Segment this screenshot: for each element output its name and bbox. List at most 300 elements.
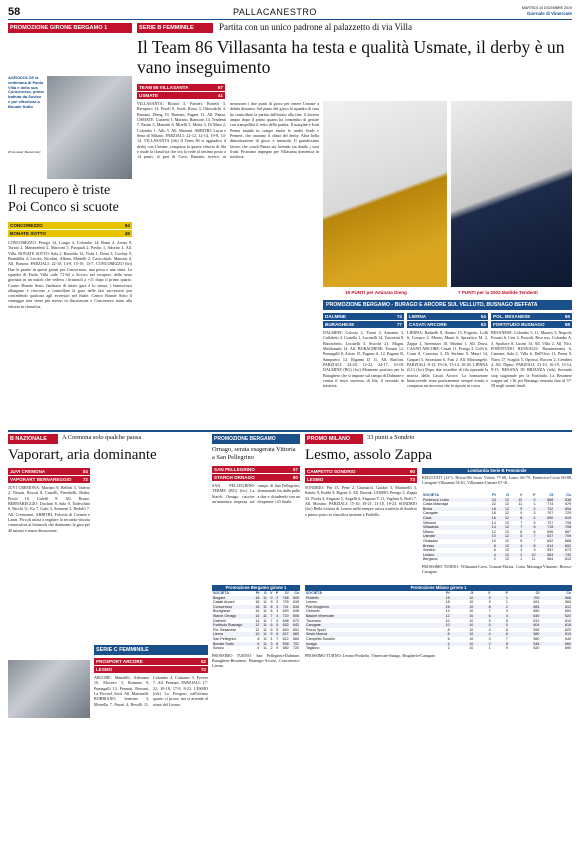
burago-col-3-body: BESANESE: Colombo 5, 11, Massey 5, Negroli, Fossati 6, Cesi 2, Pozzoli, Rive mo, Colombo A. 3, Spoltore 8, Lucini 14. All. Villa 2. All. Nici. FORTITUDO BUSNAGO: Bussaminnesi 6, Catenaz, Sala 2, Villa 6, Dell'Orto 11, Perna 9, Nava 17, Scaglia 5, Oprisso, Ruccea 2, Cemberi 4. All. Dipno. PARZIALI: 21-10, 16-19, 13-14, 9-15. BESANA IN BRIANZA (eds) Secondo stop stagionale per la Fortitudo. La Besanese scappa sul +16 poi Busnago rimonta fino al 57-58 negli istanti finali.: [491, 330, 572, 389]
column-header: Pt: [492, 493, 496, 497]
table-cell: Starch Ornago: [212, 614, 253, 619]
table-cell: Bresso: [422, 544, 483, 549]
table-cell: 12: [505, 529, 509, 534]
table-cell: 673: [565, 548, 571, 553]
table-cell: Concorezzo: [212, 605, 253, 610]
table-cell: 557: [547, 548, 554, 553]
table-cell: 4: [257, 646, 260, 651]
promo-milano-kicker: 33 punti a Sondrio: [367, 434, 415, 441]
table-cell: 10: [427, 623, 451, 628]
table-cell: 1: [488, 646, 491, 651]
masthead: [8, 5, 572, 20]
promo-milano-label: PROMO MILANO: [305, 434, 363, 444]
table-cell: Giussano: [423, 538, 439, 543]
table-cell: 10: [469, 600, 474, 605]
column-header: V: [270, 591, 273, 595]
score-row: STARCH ORNAGO 80: [214, 475, 298, 480]
burago-col-1-body: DALMINE: Colosio 2, Tironi 3, Armanin 3, Caffoletti 4, Cortella 1, Locatelli 14, Vaccarini 8, Barzachetti, Locatelli 3, Stucchi 21, Magni, Maldonado 14. All. BURAGHESE: Tomasi 12, Pumagalli 8, Aristo 15, Pagano A. 12, Pagano B, Sampietro 12, Riganni D 11. All. Ruffoni. PARZIALI: 24-20, 12-22, 24-17, 16-18. DALMINE (BG) (fsc) Momento positivo per la Buraghese che si impone sul campo di Dalmine e centra il terzo successo di fila, il secondo in trasferta.: [323, 330, 404, 389]
table-cell: 11: [260, 632, 267, 637]
table-cell: 640: [565, 636, 571, 641]
table-cell: 11: [263, 646, 267, 651]
table-cell: 620: [565, 627, 571, 632]
promo-milano-headline: Lesmo, assolo Zappa: [305, 447, 433, 463]
table-cell: 10: [451, 623, 475, 628]
column-header: Cf: [284, 591, 289, 595]
table-cell: 7: [533, 538, 536, 543]
table-cell: 10: [253, 632, 261, 637]
table-cell: 609: [290, 596, 300, 601]
table-cell: 9: [276, 646, 279, 651]
table-cell: 590: [533, 627, 540, 632]
promo-banner: PROMOZIONE GIRONE BERGAMO 1: [8, 23, 132, 33]
table-cell: Pol. Besanese: [213, 627, 237, 632]
table-cell: 5: [510, 534, 523, 539]
table-cell: 9: [474, 596, 491, 601]
table-cell: 14: [255, 618, 260, 623]
burago-col-2: [407, 313, 488, 433]
table-cell: Brixia: [422, 507, 483, 512]
column-header: P: [505, 591, 508, 595]
table-cell: 16: [483, 516, 496, 521]
table-cell: Basket Vimercate: [305, 614, 427, 619]
table-cell: 643: [290, 623, 300, 628]
table-cell: 10: [469, 609, 474, 614]
standings-milano-table: [305, 591, 572, 651]
table-cell: 646: [293, 609, 299, 614]
standings-bergamo-title: Promozione Bergamo girone 1: [212, 585, 300, 591]
table-cell: 774: [547, 502, 554, 507]
section-title: PALLACANESTRO: [233, 7, 317, 17]
table-cell: 5: [268, 632, 274, 637]
table-cell: 580: [282, 646, 289, 651]
table-cell: 16: [255, 609, 260, 614]
table-cell: 8: [274, 642, 280, 647]
promo-milano-scoreboard: [305, 468, 417, 483]
table-cell: 7: [488, 609, 491, 614]
table-cell: 7: [270, 618, 273, 623]
column-header: Pt: [446, 591, 450, 595]
table-cell: 12: [253, 623, 261, 628]
table-cell: 640: [282, 627, 289, 632]
table-cell: 598: [279, 642, 289, 647]
table-cell: 12: [491, 529, 496, 534]
table-cell: 655: [290, 614, 300, 619]
table-cell: 7: [523, 534, 536, 539]
center-low-banner: PROMOZIONE BERGAMO: [212, 434, 300, 444]
table-cell: Bonate Sotto: [212, 642, 253, 647]
table-cell: 707: [547, 511, 554, 516]
standings-bergamo-next: PROSSIMO TURNO: San Pellegrino-Dalmine, Buraghese-Besanese, Busnago-Arcore, Concorezzo-Lierna.: [212, 652, 300, 669]
table-cell: 16: [253, 605, 261, 610]
table-cell: 654: [554, 507, 572, 512]
column-header: G: [506, 493, 509, 497]
table-cell: Villasanta: [422, 525, 483, 530]
table-cell: 690: [537, 516, 555, 521]
table-cell: 12: [427, 614, 451, 619]
table-cell: 9: [533, 548, 536, 553]
table-cell: 727: [547, 520, 554, 525]
table-cell: 8: [483, 544, 496, 549]
table-cell: Tagliuno: [306, 646, 320, 651]
table-cell: 618: [540, 623, 572, 628]
main-headline: Il Team 86 Villasanta ha testa e qualità Usmate, il derby è un vano inseguimento: [137, 37, 565, 77]
column-header: Cf: [549, 493, 554, 497]
table-cell: 4: [270, 636, 273, 641]
left-headline: Il recupero è triste Poi Conco si scuote: [8, 183, 119, 215]
left-scoreboard: [8, 222, 132, 237]
table-cell: 11: [263, 600, 267, 605]
table-cell: 12: [497, 534, 510, 539]
standings-bergamo-table: [212, 591, 300, 651]
table-cell: 566: [540, 596, 572, 601]
table-cell: 7: [520, 520, 523, 525]
table-cell: 18: [483, 507, 496, 512]
table-cell: 2: [447, 646, 450, 651]
table-cell: 2: [270, 646, 273, 651]
table-cell: 4: [274, 614, 280, 619]
table-cell: 9: [488, 600, 491, 605]
table-cell: 14: [445, 609, 450, 614]
table-cell: 696: [547, 529, 554, 534]
column-header: V: [519, 493, 523, 497]
table-cell: 12: [510, 498, 523, 503]
table-cell: 10: [523, 553, 536, 558]
table-cell: Campetto Sondrio: [306, 636, 335, 641]
player-photo-tendenti: [451, 101, 572, 287]
table-cell: 10: [483, 534, 496, 539]
serie-b-body: JUVI CREMONA: Mariani 9, Bellini 3, Valerio 2, Nissan, Boccai 8, Castelli, Pierobelli, Barba, Pesch 10, Gafelli 8. All. Bruno. BERNAREGGIO: Duchini 8, Sala 9, Todeschini 6, Bicchi 11, Ka 7, Gatti 3, Ammoni 3, Redolfi 7. All. Cremonesi. ARBITRI: Falcetto di Civanio e Lanzi. Piccoli inizia a regalare la seconda vittoria consecutiva ai brianzoli che dominano la gara per 40 minuti e senza discussione.: [8, 485, 90, 533]
column-header: Cs: [294, 591, 299, 595]
table-cell: 4: [510, 544, 523, 549]
table-cell: 10: [451, 614, 475, 619]
table-cell: 2: [474, 642, 491, 647]
player-photo-dieng: [323, 101, 447, 287]
table-cell: Sovico: [213, 646, 224, 651]
score-row: LESMO 73: [307, 477, 415, 482]
table-cell: 5: [492, 623, 509, 628]
table-cell: 6: [493, 548, 496, 553]
score-row: CONCOREZZO 64: [10, 223, 130, 228]
table-cell: 12: [497, 544, 510, 549]
table-cell: 10: [469, 627, 474, 632]
table-cell: 684: [509, 605, 541, 610]
table-cell: Costa Masnaga: [423, 502, 449, 507]
table-cell: 10: [469, 636, 474, 641]
table-cell: 612: [540, 605, 572, 610]
score-row: FORTITUDO BUSNAGO 58: [493, 322, 570, 327]
issue-date: MARTEDÌ 10 DICEMBRE 2019: [521, 6, 572, 10]
serie-b-kicker: A Cremona solo qualche pausa: [62, 434, 142, 441]
table-cell: 5: [274, 623, 280, 628]
left-photo-credit: (Foto Alzar Buzzemimi): [8, 150, 41, 154]
table-cell: Lesmo: [306, 600, 317, 605]
center-low-headline: Ornago, serata esagerata Vittoria a San Pellegrino: [212, 446, 296, 461]
table-cell: 619: [554, 516, 572, 521]
center-scoreboard: [137, 84, 225, 99]
table-cell: 4: [492, 614, 509, 619]
table-cell: 8: [268, 605, 274, 610]
table-cell: Pontevico Lomo: [422, 498, 483, 503]
standings-bf: [422, 468, 572, 578]
table-cell: 11: [263, 609, 267, 614]
promo-milano-body: SONDRIO: Pin 15, Pene 2, Giumarol, Guidas 3, Martinelli 3, Rantic 9, Robbi 9, Rigoni 0. All. Borsak. LESMO: Perego 5, Zappa 33, Pirola 3, Sirguasi 5, Angelli 6, Sirguasi T 11, Vaghini 6, Boffi 7. All. Moratto. PARZIALI: 15-10, 18-21, 11-18, 19-23. SONDRIO (fsc) Bella vittoria di Lesmo nella sempre ostica trasferta di Sondrio e primo posto in classifica insieme a Pioltello.: [305, 485, 417, 517]
table-cell: 12: [497, 516, 510, 521]
table-cell: 600: [565, 609, 571, 614]
standings-bf-next: PROSSIMO TURNO: Villasanta-Cava, Usmate-Brixia, Costa Masnaga-Vittuone, Bresso-Carugate.: [422, 563, 572, 575]
table-cell: 564: [547, 557, 554, 562]
table-cell: Bolgare: [212, 596, 253, 601]
table-cell: 18: [445, 600, 450, 605]
table-cell: Sesto Monza: [305, 632, 427, 637]
table-cell: 10: [451, 605, 475, 610]
table-cell: Buraghese: [213, 609, 231, 614]
score-row: SAN PELLEGRINO 57: [214, 467, 298, 472]
page-number: 58: [8, 6, 21, 18]
table-cell: 18: [253, 596, 261, 601]
table-cell: 604: [509, 623, 541, 628]
table-cell: 5: [505, 618, 508, 623]
section-divider: [8, 430, 572, 432]
standings-bergamo: [212, 585, 300, 683]
table-cell: 11: [263, 618, 267, 623]
table-cell: Cinisello: [306, 609, 320, 614]
score-row: LESMO 72: [96, 667, 206, 672]
score-row: BURAGHESE 77: [325, 322, 402, 327]
table-cell: 18: [427, 596, 451, 601]
table-cell: 660: [290, 632, 300, 637]
table-cell: 12: [255, 627, 260, 632]
table-cell: 8: [523, 544, 536, 549]
table-cell: 668: [565, 538, 571, 543]
table-cell: 12: [497, 525, 510, 530]
table-cell: San Pellegrino: [213, 636, 237, 641]
table-cell: 7: [276, 636, 279, 641]
score-row: CAMPETTO SONDRIO 60: [307, 469, 415, 474]
burago-col-2-body: LIERNA: Radaelli 8, Amato 13, Frigerio, Lolli 6, Corsaro 2, Meraz, Mauri 6, Spreafico M. 2, Zappa 2, Invernizzi 10, Martini 1. All. Dossi. CASATI ARCORE: Casati 11, Perego 2, Colli 6, Comi 8, Caravina 3, Di Stefano 9, Mauri 14, Gaspari 5, Savastano 6, Fusi 2. All. Mistrangelo. PARZIALI: 8-13, 19-16, 15-14, 10-20. LIERNA (LC) (fsc) Dopo due sconfitte di fila riprende la marcia della Casati Arcore. La formazione biancoverde tenta praticamente sempre avanti e conquista un successo che la riporta in corsa.: [407, 330, 488, 389]
table-cell: 3: [505, 609, 508, 614]
table-cell: 691: [533, 600, 540, 605]
table-cell: Trezzano: [306, 618, 321, 623]
table-cell: 615: [540, 632, 572, 637]
promo-milano-header: [305, 434, 572, 444]
table-cell: 8: [492, 642, 509, 647]
table-cell: 4: [276, 618, 279, 623]
table-cell: 2: [492, 605, 509, 610]
column-header: SOCIETÀ: [423, 493, 439, 497]
column-header: V: [488, 591, 491, 595]
serie-b-body-2: [8, 722, 90, 834]
table-cell: 4: [483, 553, 496, 558]
table-cell: 6: [274, 632, 280, 637]
coach-photo: [47, 76, 132, 179]
table-cell: 4: [427, 642, 451, 647]
table-cell: 3: [274, 605, 280, 610]
photo-caption-dieng: 19 PUNTI per Aminata Dieng: [345, 290, 407, 295]
table-row: [305, 646, 572, 651]
table-cell: 9: [268, 596, 274, 601]
table-cell: Pob Brugherio: [305, 605, 427, 610]
table-cell: 10: [451, 596, 475, 601]
table-header-row: [212, 591, 300, 596]
table-cell: Vittuone: [423, 520, 437, 525]
table-cell: 3: [488, 636, 491, 641]
table-cell: Casati Arcore: [213, 600, 235, 605]
table-cell: 711: [279, 605, 289, 610]
score-row: USMATE 41: [139, 93, 223, 98]
table-cell: 708: [565, 520, 571, 525]
serie-c-scoreboard: [94, 658, 208, 673]
table-cell: 24: [483, 498, 496, 503]
table-cell: 563: [537, 553, 555, 558]
serie-b-header: [8, 434, 208, 444]
table-cell: 4: [474, 632, 491, 637]
table-cell: 2: [510, 553, 523, 558]
table-cell: 10: [469, 646, 474, 651]
column-header: Cf: [535, 591, 540, 595]
table-cell: 14: [253, 614, 261, 619]
standings-milano: [305, 585, 572, 673]
table-cell: 6: [492, 632, 509, 637]
table-cell: Lierna: [212, 632, 253, 637]
table-cell: 709: [554, 534, 572, 539]
table-cell: 9: [520, 511, 523, 516]
table-row: [422, 557, 572, 562]
table-cell: 5: [276, 627, 279, 632]
table-cell: 11: [263, 636, 267, 641]
table-cell: 6: [268, 623, 274, 628]
table-cell: 690: [565, 646, 571, 651]
left-photo-caption: AGRODOLCE la settimana di Paolo Villa e della sua Concorezzo, prima battuta da Sovico e poi vittoriosa a Bonate Sotto: [8, 75, 44, 109]
table-cell: 11: [260, 623, 267, 628]
table-cell: 6: [520, 529, 523, 534]
column-header: Pt: [255, 591, 260, 595]
promo-burago-banner: PROMOZIONE BERGAMO - BURAGO E ARCORE SUL VELLUTO, BUSNAGO BEFFATA: [323, 300, 572, 310]
paper-name: Giornale di Vimercate: [526, 11, 572, 16]
left-article-body: CONCOREZZO: Perego 14, Longo 4, Colombo 14, Rami 4, Arena 8, Turato 2, Mammeletti 2, Marconi 5, Pasquali 2, Pavlin 1, Adorno 4. All. Villa. BONATE SOTTO: Sala 2, Rimoldo 14, Viola 1, Dossi 3, Govhay 9, Brambilla 4, Lecchi, Nicolini, Albani, Martelli 2, Cavicchioli, Mancini 4. All. Bonora. PARZIALI: 22-10, 14-9, 15-19, 13-7. CONCOREZZO (bo) Due le partite in questi giorni per Concorezzo, una persa e una vinta. La squadra di Paolo Villa cade 71-64 a Sovico nel recupero della sesta giornata in un match che vedeva i brianzoli a +11 dopo il primo quarto. Contro Bonate Sotto l'andazzo di inizio gara è lo stesso, i biancorossi allungano e riescono a controllare la gara nelle fasi successive pur concedendo qualcosa agli avversari nel finale. Contro Bonate Sotto il vantaggio non viene più messo in discussione e Concorezzo torna alla vittoria in classifica.: [8, 240, 132, 309]
table-cell: 610: [565, 618, 571, 623]
photo-caption-tendenti: 7 PUNTI per la 2002 Matilde Tendenti: [458, 290, 538, 295]
table-cell: 0: [523, 498, 536, 503]
table-cell: 6: [447, 636, 450, 641]
table-cell: 12: [505, 538, 509, 543]
serie-b-label: B NAZIONALE: [8, 434, 58, 444]
table-cell: 11: [260, 642, 267, 647]
score-row: BONATE SOTTO 45: [10, 231, 130, 236]
table-cell: 10: [451, 642, 475, 647]
table-cell: 742: [537, 507, 555, 512]
table-cell: 3: [533, 511, 536, 516]
table-cell: Dalmine: [213, 618, 227, 623]
table-cell: 660: [540, 642, 572, 647]
table-cell: 4: [523, 516, 536, 521]
table-cell: Cava: [422, 516, 483, 521]
table-cell: 2: [276, 600, 279, 605]
column-header: G: [264, 591, 267, 595]
table-cell: Carugate: [305, 623, 427, 628]
table-cell: 12: [505, 557, 509, 562]
standings-milano-title: Promozione Milano girone 1: [305, 585, 572, 591]
serie-b-headline: Vaporart, aria dominante: [8, 447, 157, 463]
table-cell: 1: [505, 600, 508, 605]
table-cell: 579: [565, 502, 571, 507]
table-cell: 584: [565, 600, 571, 605]
table-cell: 612: [533, 618, 540, 623]
column-header: Cs: [566, 493, 571, 497]
table-cell: 5: [474, 623, 491, 628]
table-cell: 18: [255, 600, 260, 605]
score-row: PROSPORT ARCORE 52: [96, 659, 206, 664]
table-cell: 9: [510, 507, 523, 512]
standings-bf-results: RISULTATI (12^): Brixia-Mi bioro Vidoia 77-68, Lomo 66-79, Pontevico-Costa 60-88, Carugate-Villasanta 54-61, Villasanta-Usmate 67-41.: [422, 475, 572, 486]
table-cell: 5: [523, 525, 536, 530]
table-cell: 692: [554, 544, 572, 549]
score-row: TEAM 86 VILLASANTA 67: [139, 85, 223, 90]
table-cell: 12: [497, 507, 510, 512]
table-cell: 10: [491, 538, 496, 543]
serie-b-body-col2: [94, 468, 176, 638]
table-cell: 672: [293, 618, 299, 623]
table-cell: 8: [257, 636, 260, 641]
serie-bf-label: SERIE B FEMMINILE: [137, 23, 213, 33]
standings-milano-next: PROSSIMO TURNO: Lesmo-Pioltello, Vimercate-Inzago, Brugherio-Carugate.: [305, 652, 437, 658]
table-cell: 739: [282, 600, 289, 605]
table-cell: 11: [260, 614, 267, 619]
burago-col-3: [491, 313, 572, 433]
table-cell: 4: [488, 627, 491, 632]
table-cell: 11: [263, 627, 267, 632]
table-cell: Pozzo Sport: [306, 627, 326, 632]
score-row: CASATI ARCORE 63: [409, 322, 486, 327]
table-row: [212, 646, 300, 651]
table-cell: 12: [505, 520, 509, 525]
table-cell: 548: [509, 642, 541, 647]
table-cell: 12: [497, 553, 510, 558]
score-row: POL. BESANESE 59: [493, 314, 570, 319]
table-cell: 693: [282, 609, 289, 614]
table-cell: 740: [554, 553, 572, 558]
table-cell: 6: [505, 627, 508, 632]
table-cell: 12: [505, 502, 509, 507]
table-cell: 768: [279, 596, 289, 601]
standings-bf-table: [422, 493, 572, 562]
table-cell: 3: [523, 507, 536, 512]
table-cell: 8: [270, 609, 273, 614]
table-cell: 12: [497, 498, 510, 503]
table-cell: 652: [279, 623, 289, 628]
table-cell: 1: [520, 557, 523, 562]
table-cell: 12: [505, 511, 509, 516]
table-cell: 10: [445, 618, 450, 623]
column-header: P: [275, 591, 279, 595]
table-cell: 5: [488, 618, 491, 623]
serie-b-photo: [8, 660, 90, 718]
table-cell: 3: [276, 609, 279, 614]
score-row: DALMINE 74: [325, 314, 402, 319]
table-cell: 2: [493, 557, 496, 562]
table-cell: 813: [565, 557, 571, 562]
table-cell: 612: [282, 636, 289, 641]
table-cell: 638: [554, 498, 572, 503]
column-header: Cs: [566, 591, 571, 595]
table-cell: 10: [451, 632, 475, 637]
table-cell: 715: [537, 525, 555, 530]
table-cell: 640: [509, 614, 541, 619]
table-cell: 720: [279, 614, 289, 619]
table-cell: 708: [554, 525, 572, 530]
table-cell: Pioltello: [305, 596, 427, 601]
column-header: G: [470, 591, 474, 595]
table-cell: 560: [533, 636, 540, 641]
